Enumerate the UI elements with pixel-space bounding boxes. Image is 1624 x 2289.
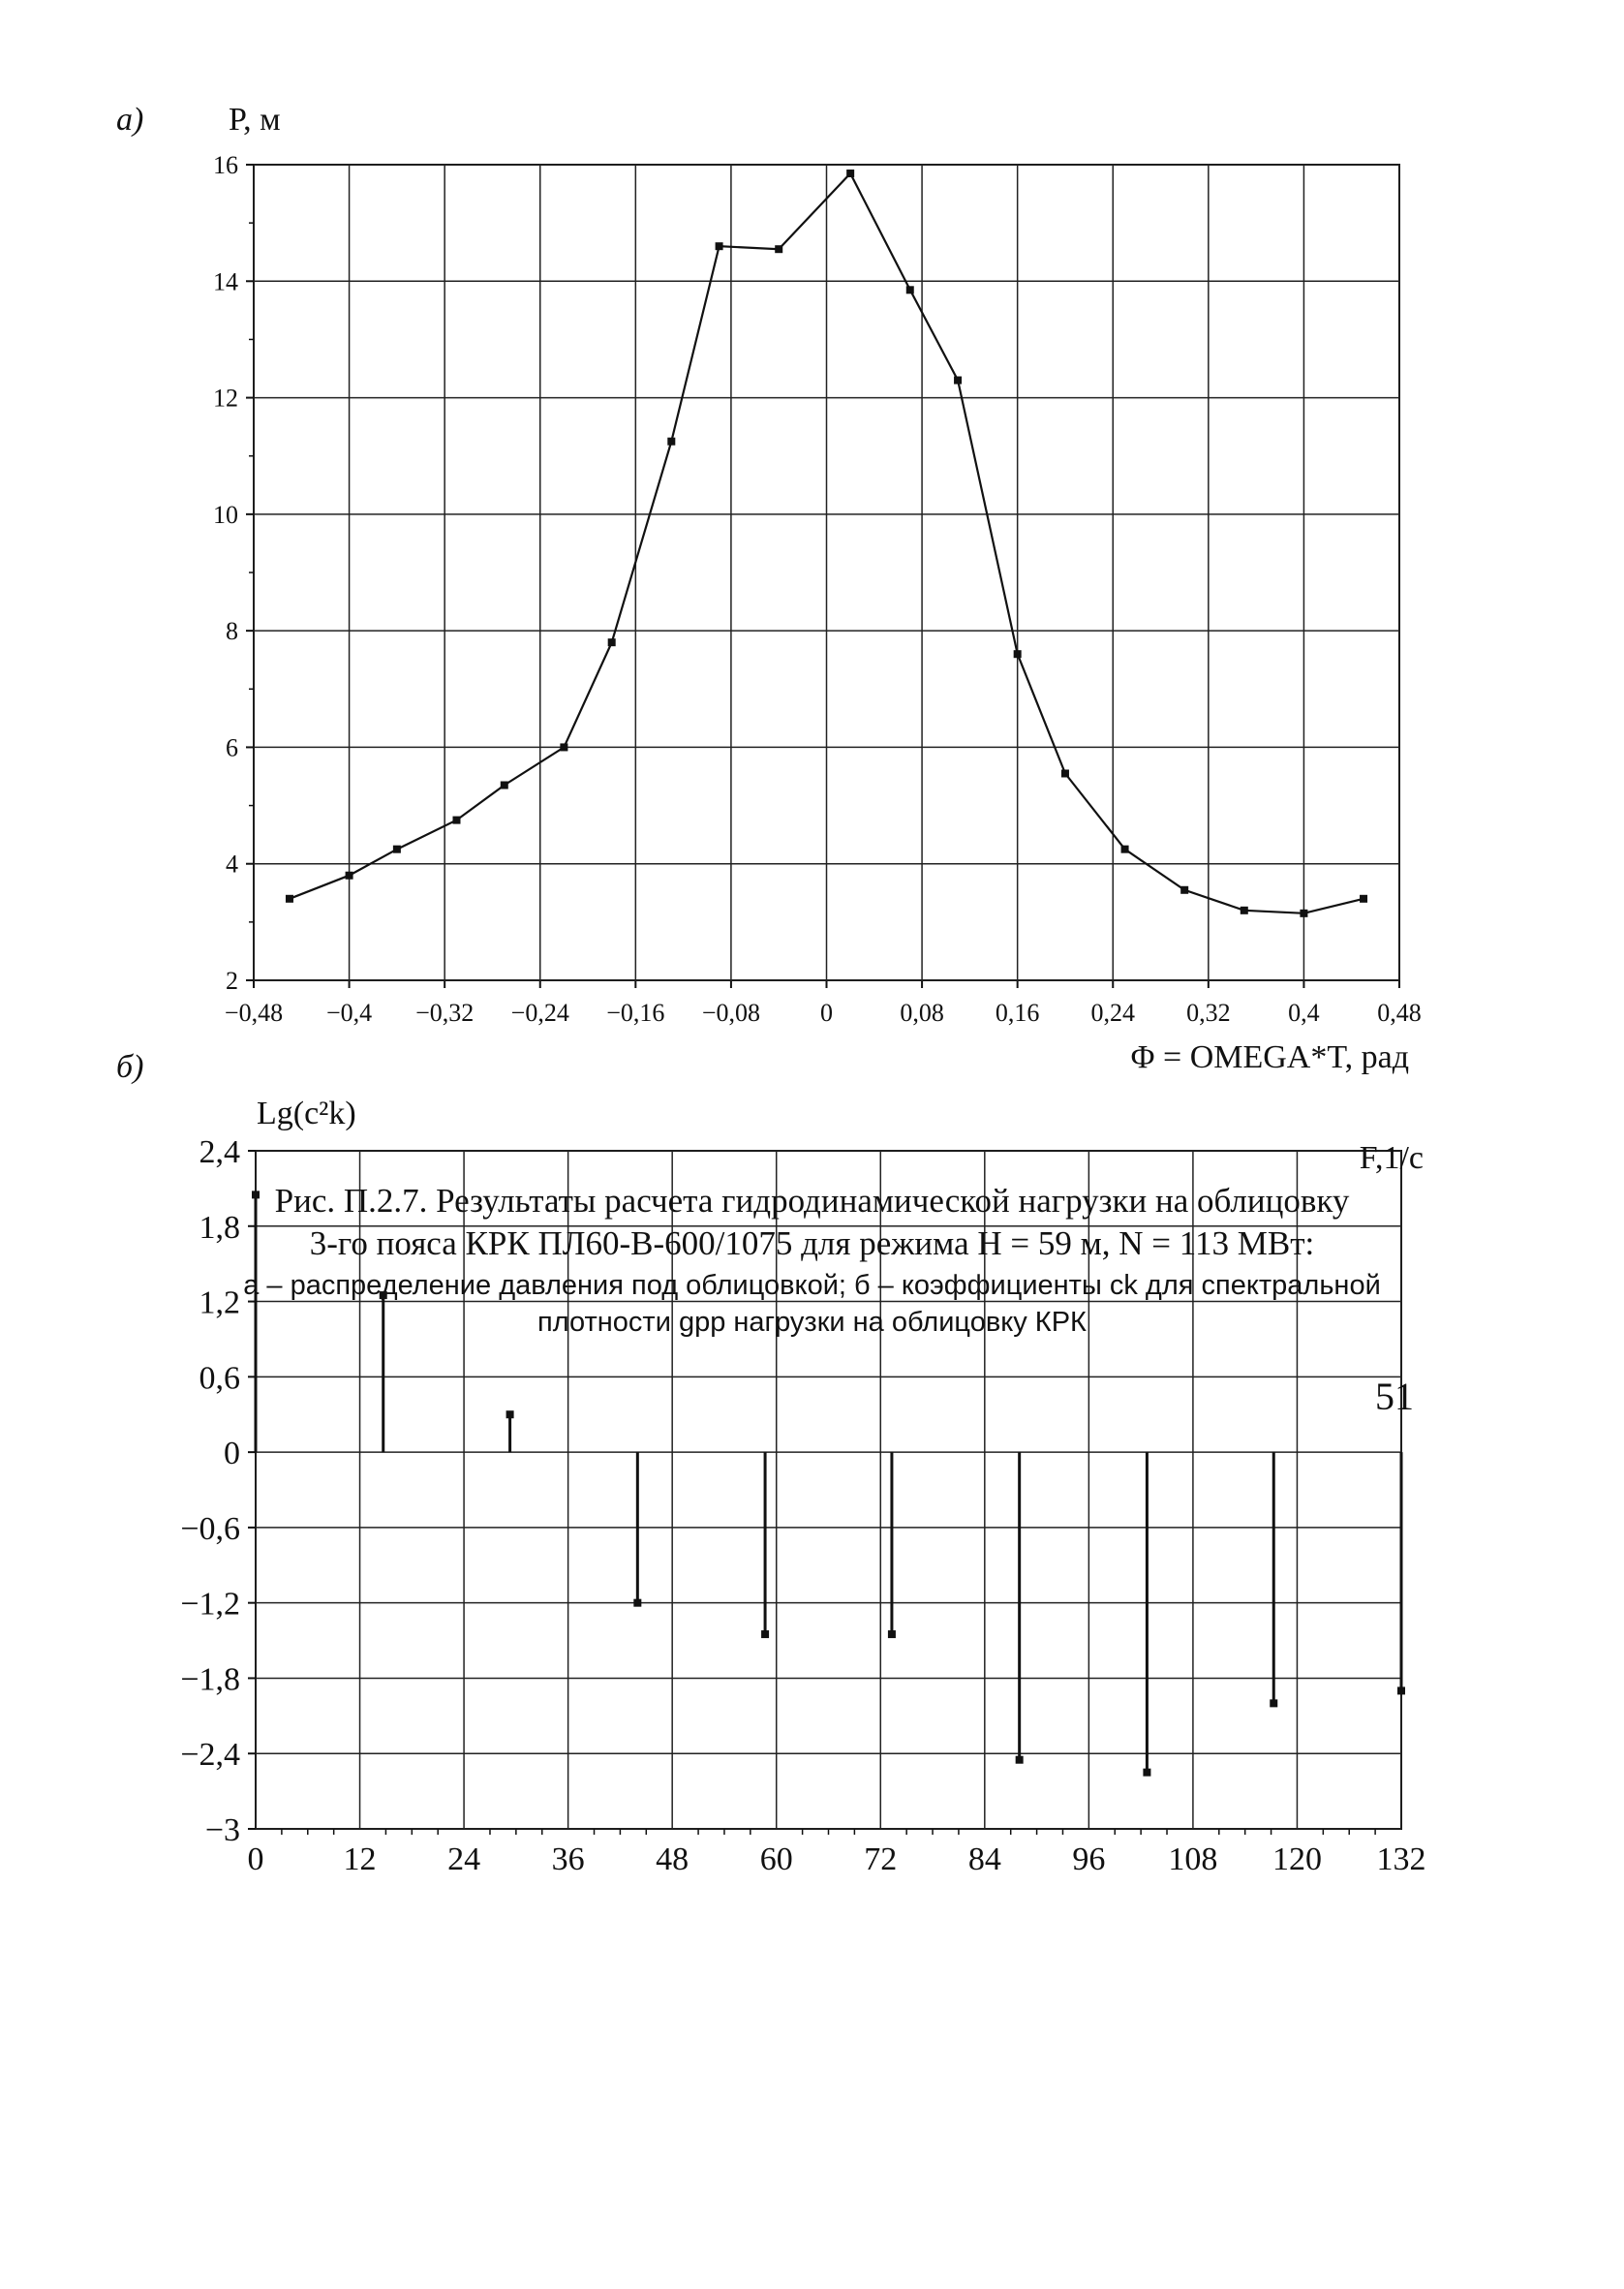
data-point xyxy=(667,438,675,446)
x-tick-label: 0,32 xyxy=(1186,999,1231,1027)
x-tick-label: −0,08 xyxy=(701,999,761,1027)
coefficient-marker xyxy=(506,1410,514,1418)
x-tick-label: 0,48 xyxy=(1377,999,1422,1027)
y-tick-label: 4 xyxy=(226,850,238,879)
x-tick-label: 0,24 xyxy=(1090,999,1135,1027)
data-point xyxy=(906,286,914,294)
x-tick-label: 84 xyxy=(967,1841,1001,1877)
tick-labels-a xyxy=(213,151,1422,1027)
data-point xyxy=(954,377,962,385)
y-tick-label: 2 xyxy=(226,967,238,995)
x-tick-label: 132 xyxy=(1376,1841,1426,1877)
data-point xyxy=(1300,910,1307,917)
y-tick-label: 8 xyxy=(226,617,238,646)
y-tick-label: 10 xyxy=(213,500,238,529)
y-tick-label: 1,2 xyxy=(199,1284,240,1321)
x-axis-label-b: F,1/c xyxy=(1359,1140,1424,1176)
coefficient-marker xyxy=(1016,1756,1024,1764)
data-point xyxy=(775,245,782,253)
x-tick-label: 108 xyxy=(1168,1841,1218,1877)
y-axis-label-b: Lg(c²k) xyxy=(257,1096,356,1131)
x-tick-label: 24 xyxy=(447,1841,481,1877)
x-tick-label: 0,16 xyxy=(995,999,1040,1027)
x-tick-label: −0,16 xyxy=(606,999,665,1027)
x-tick-label: 0,08 xyxy=(900,999,944,1027)
data-point xyxy=(1014,650,1022,658)
data-point xyxy=(1241,907,1248,914)
x-tick-label: 72 xyxy=(864,1841,898,1877)
x-tick-label: 0,4 xyxy=(1288,999,1320,1027)
data-point xyxy=(1061,769,1069,777)
panel-label-b: б) xyxy=(116,1049,144,1085)
y-tick-label: 6 xyxy=(226,733,238,762)
y-tick-label: 1,8 xyxy=(199,1209,240,1246)
data-point xyxy=(1180,886,1188,894)
y-tick-label: −2,4 xyxy=(180,1737,240,1774)
coefficient-marker xyxy=(633,1599,641,1607)
data-point xyxy=(846,170,854,177)
coefficient-marker xyxy=(888,1630,896,1638)
x-tick-label: 12 xyxy=(343,1841,377,1877)
coefficient-marker xyxy=(1270,1699,1277,1707)
y-tick-label: 0 xyxy=(224,1436,240,1472)
y-tick-label: 14 xyxy=(213,267,238,296)
data-point xyxy=(716,242,723,250)
x-tick-label: 60 xyxy=(759,1841,793,1877)
y-axis-label-a: P, м xyxy=(229,102,281,138)
coefficient-marker xyxy=(1397,1686,1405,1694)
x-tick-label: 96 xyxy=(1072,1841,1106,1877)
x-tick-label: 120 xyxy=(1272,1841,1322,1877)
y-tick-label: −3 xyxy=(204,1812,240,1848)
y-tick-label: −1,8 xyxy=(180,1661,240,1698)
x-tick-label: −0,32 xyxy=(415,999,475,1027)
page-number: 51 xyxy=(1375,1375,1414,1418)
data-point xyxy=(608,638,616,646)
data-point xyxy=(501,782,508,789)
y-tick-label: −1,2 xyxy=(180,1586,240,1623)
coefficient-chart xyxy=(116,1049,1426,1877)
data-point xyxy=(1360,895,1367,903)
x-tick-label: 0 xyxy=(247,1841,264,1877)
data-point xyxy=(286,895,293,903)
x-tick-label: 48 xyxy=(656,1841,689,1877)
y-tick-label: 12 xyxy=(213,384,238,413)
x-axis-label-a: Φ = OMEGA*T, рад xyxy=(1130,1039,1409,1075)
data-point xyxy=(393,846,401,853)
x-tick-label: 36 xyxy=(551,1841,585,1877)
y-tick-label: −0,6 xyxy=(180,1510,240,1547)
y-tick-label: 2,4 xyxy=(199,1134,240,1170)
x-tick-label: 0 xyxy=(820,999,833,1027)
caption-line-4: плотности gpp нагрузки на облицовку КРК xyxy=(537,1307,1087,1338)
pressure-chart xyxy=(116,102,1422,1075)
x-tick-label: −0,4 xyxy=(325,999,373,1027)
caption-line-1: Рис. П.2.7. Результаты расчета гидродинамической нагрузки на облицовку xyxy=(274,1182,1350,1220)
y-tick-label: 16 xyxy=(213,151,238,179)
caption-line-2: 3-го пояса КРК ПЛ60-В-600/1075 для режима H = 59 м, N = 113 МВт: xyxy=(309,1224,1315,1262)
data-point xyxy=(346,872,353,880)
caption-line-3: а – распределение давления под облицовкой; б – коэффициенты ck для спектральной xyxy=(243,1270,1381,1301)
data-point xyxy=(560,743,567,751)
grid-a xyxy=(246,165,1399,988)
x-tick-label: −0,48 xyxy=(224,999,284,1027)
panel-label-a: а) xyxy=(116,102,144,138)
data-point xyxy=(1121,846,1129,853)
y-tick-label: 0,6 xyxy=(199,1360,240,1397)
coefficient-marker xyxy=(1143,1769,1150,1777)
data-point xyxy=(452,817,460,824)
coefficient-marker xyxy=(761,1630,769,1638)
x-tick-label: −0,24 xyxy=(510,999,569,1027)
